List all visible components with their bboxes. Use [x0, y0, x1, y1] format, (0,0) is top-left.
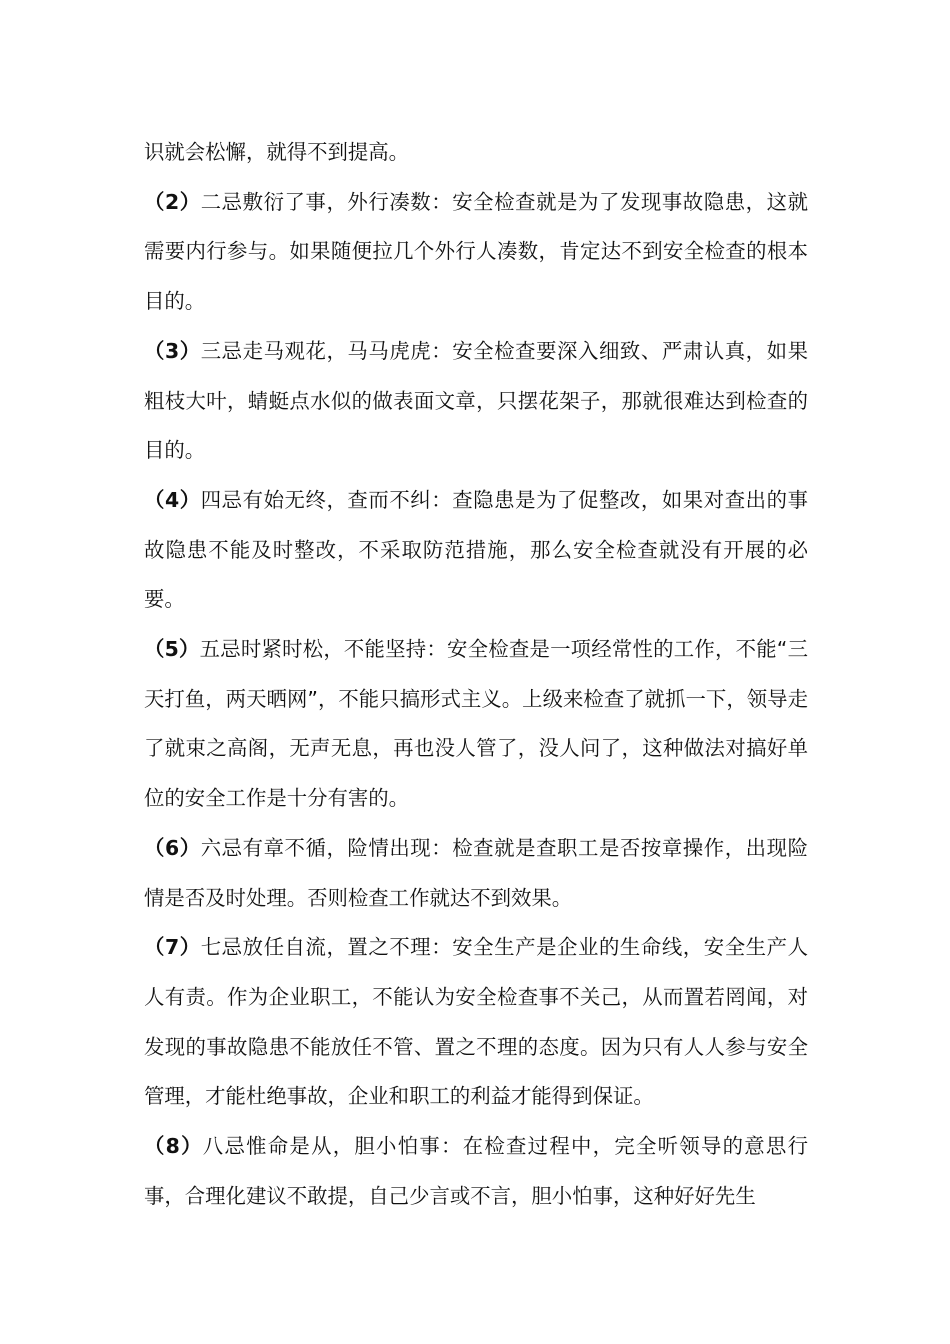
item-number-6: （6） [144, 835, 201, 860]
list-item-8 [144, 1122, 808, 1221]
item-number-3: （3） [144, 338, 201, 363]
list-item-7 [144, 923, 808, 1122]
list-item-2 [144, 178, 808, 327]
item-text-2: 二忌敷衍了事，外行凑数：安全检查就是为了发现事故隐患，这就需要内行参与。如果随便拉几个外行人凑数，肯定达不到安全检查的根本目的。 [144, 189, 808, 314]
item-text-8: 八忌惟命是从，胆小怕事：在检查过程中，完全听领导的意思行事，合理化建议不敢提，自己少言或不言，胆小怕事，这种好好先生 [144, 1134, 808, 1208]
list-item-5 [144, 625, 808, 824]
item-text-5: 五忌时紧时松，不能坚持：安全检查是一项经常性的工作，不能“三天打鱼，两天晒网”，不能只搞形式主义。上级来检查了就抓一下，领导走了就束之高阁，无声无息，再也没人管了，没人问了，这种做法对搞好单位的安全工作是十分有害的。 [144, 637, 808, 811]
item-text-6: 六忌有章不循，险情出现：检查就是查职工是否按章操作，出现险情是否及时处理。否则检查工作就达不到效果。 [144, 835, 808, 910]
item-text-3: 三忌走马观花，马马虎虎：安全检查要深入细致、严肃认真，如果粗枝大叶，蜻蜓点水似的做表面文章，只摆花架子，那就很难达到检查的目的。 [144, 338, 808, 463]
list-item-3 [144, 327, 808, 476]
list-item-4 [144, 476, 808, 625]
item-number-8: （8） [144, 1134, 203, 1159]
list-item-6 [144, 824, 808, 923]
item-number-7: （7） [144, 935, 201, 960]
item-number-5: （5） [144, 637, 200, 662]
item-text-4: 四忌有始无终，查而不纠：查隐患是为了促整改，如果对查出的事故隐患不能及时整改，不采取防范措施，那么安全检查就没有开展的必要。 [144, 487, 808, 612]
item-number-4: （4） [144, 487, 201, 512]
document-body [144, 128, 808, 1221]
item-text-7: 七忌放任自流，置之不理：安全生产是企业的生命线，安全生产人人有责。作为企业职工，不能认为安全检查事不关己，从而置若罔闻，对发现的事故隐患不能放任不管、置之不理的态度。因为只有人人参与安全管理，才能杜绝事故，企业和职工的利益才能得到保证。 [144, 935, 808, 1109]
item-number-2: （2） [144, 189, 201, 214]
continuation-paragraph: 识就会松懈，就得不到提高。 [144, 140, 410, 164]
